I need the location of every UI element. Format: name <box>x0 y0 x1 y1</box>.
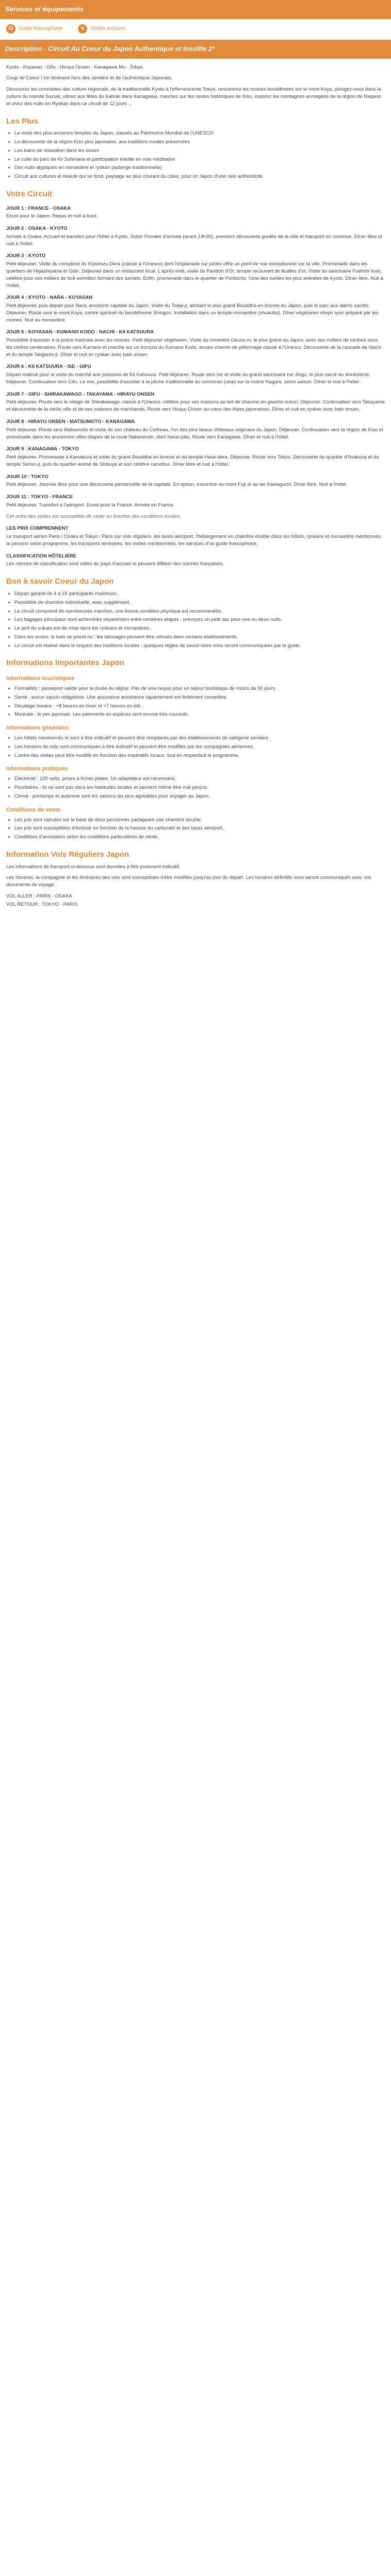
day-block <box>6 391 385 413</box>
day-title: JOUR 2 : OSAKA - KYOTO <box>6 226 68 232</box>
important-item: • Pourboires : ils ne sont pas dans les habitudes locales et peuvent même être mal perçus. <box>14 784 385 791</box>
plus-list <box>14 130 385 180</box>
important-item: • Les hôtels mentionnés le sont à titre indicatif et peuvent être remplacés par des établissements de catégorie similaire. <box>14 735 385 742</box>
important-item: • Santé : aucun vaccin obligatoire. Une assurance assistance rapatriement est fortement conseillée. <box>14 694 385 701</box>
circuit-note: Cet ordre des visites est susceptible de varier en fonction des conditions locales. <box>6 513 182 519</box>
plus-item: • Circuit aux cultures et beauté qui se fond, paysage au plus courant du cœur, pour un Japon d'une rare authenticité <box>14 173 385 180</box>
plus-title: Les Plus <box>6 116 38 126</box>
good-to-know-item: • Départ garanti de 4 à 18 participants maximum. <box>14 590 385 598</box>
day-block <box>6 205 385 221</box>
good-to-know-item: • Le port du yukata est de mise dans les ryokans et monastères. <box>14 625 385 632</box>
important-item: • Climat : printemps et automne sont les saisons les plus agréables pour voyager au Japon. <box>14 793 385 800</box>
day-block <box>6 329 385 358</box>
important-sub-title: Conditions de vente <box>6 806 61 813</box>
transport-text-2: Les horaires, la compagnie et les itinéraires des vols sont susceptibles d'être modifiés jusqu'au jour du départ. Les horaires définitifs vous seront communiqués avec vos documents de voyage. <box>6 875 372 888</box>
feature-guide <box>6 24 62 33</box>
important-sub-title: Informations pratiques <box>6 766 68 772</box>
day-block <box>6 494 385 509</box>
important-list <box>14 685 385 718</box>
day-text: Petit déjeuner. Route vers le village de Shirakawago, classé à l'Unesco, célèbre pour ses maisons au toit de chaume en gassho-zukuri. Déjeuner. Continuation vers Takayama et découverte de la vieille ville et de ses maisons de marchands. Route vers Hirayu Onsen au cœur des Alpes japonaises. Dîner et nuit en ryokan avec bain onsen. <box>6 399 385 413</box>
day-block <box>6 252 385 289</box>
day-text: Petit déjeuner. Transfert à l'aéroport. Envol pour la France. Arrivée en France. <box>6 502 175 508</box>
day-block <box>6 418 385 440</box>
good-to-know-item: • Le circuit est réalisé dans le respect des traditions locales : quelques règles de savoir-vivre vous seront communiquées par le guide. <box>14 642 385 650</box>
good-to-know-item: • Les bagages principaux sont acheminés séparément entre certaines étapes : prévoyez un petit sac pour une ou deux nuits. <box>14 616 385 623</box>
plus-item: • La découverte de la région Kiso plus japonaise, aux traditions rurales préservées <box>14 139 385 146</box>
description-banner: Description - Circuit Au Coeur du Japon Authentique et Insolite 2* <box>0 40 391 59</box>
important-sub-title: Informations touristiques <box>6 675 75 682</box>
day-title: JOUR 7 : GIFU - SHIRAKAWAGO - TAKAYAMA - HIRAYU ONSEN <box>6 391 155 397</box>
transport-section <box>0 849 391 920</box>
feature-guide-label: Guide francophone <box>19 25 63 31</box>
important-list <box>14 735 385 759</box>
day-title: JOUR 6 : KII KATSUURA - ISE - GIFU <box>6 364 91 370</box>
important-item: • Décalage horaire : +8 heures en hiver et +7 heures en été. <box>14 703 385 710</box>
visits-icon: V <box>78 24 87 33</box>
important-item: • Monnaie : le yen japonais. Les paiements en espèces sont encore très courants. <box>14 711 385 718</box>
transport-title: Information Vols Réguliers Japon <box>6 850 129 859</box>
important-sub-title: Informations générales <box>6 725 69 732</box>
day-title: JOUR 3 : KYOTO <box>6 253 46 259</box>
important-item: • Formalités : passeport valide pour la durée du séjour. Pas de visa requis pour un séjour touristique de moins de 90 jours. <box>14 685 385 692</box>
important-list <box>14 817 385 841</box>
good-to-know-item: • Possibilité de chambre individuelle, avec supplément. <box>14 599 385 606</box>
services-banner: Services et équipements <box>0 0 391 19</box>
good-to-know-title: Bon à savoir Coeur du Japon <box>6 577 114 586</box>
day-text: Petit déjeuner. Route vers Matsumoto et visite de son château du Corbeau, l'un des plus beaux châteaux originaux du Japon. Déjeuner. Continuation vers la région de Kiso et promenade dans les anciennes villes-étapes de la route Nakasendo, dont Narai-juku. Route vers Kanagawa. Dîner et nuit à l'hôtel. <box>6 427 383 440</box>
prices-include-title: LES PRIX COMPRENNENT <box>6 526 69 532</box>
day-title: JOUR 10 : TOKYO <box>6 473 48 480</box>
plus-item: • Le culte du parc de Kii Sohmana et participation inédite en voie méditative <box>14 156 385 163</box>
day-text: Petit déjeuner. Visite du complexe du Kiyomizu-Dera (classé à l'Unesco) dont l'esplanade sur pilotis offre un point de vue exceptionnel sur la ville. Promenade dans les quartiers de Higashiyama et Gion. Déjeuner dans un restaurant local. L'après-midi, visite du Pavillon d'Or, temple recouvert de feuilles d'or. Visite du sanctuaire Fushimi Inari, célèbre pour ses milliers de torii vermillon formant des tunnels. Enfin, promenade dans le quartier de Pontocho, l'une des ruelles les plus animées de Kyoto. Dîner libre. Nuit à l'hôtel. <box>6 261 384 289</box>
plus-section <box>0 116 391 180</box>
plus-item: • Des nuits atypiques en monastère et ryokan (auberge traditionnelle) <box>14 164 385 172</box>
feature-visits-label: Visites incluses <box>90 25 126 31</box>
intro-line-1: Kyoto - Koyasan - Gifu - Hiroya Onsen - Kanagawa Mu - Tokyo <box>6 64 143 70</box>
day-title: JOUR 9 : KANAGAWA - TOKYO <box>6 446 79 452</box>
important-item: • Les horaires de vols sont communiqués à titre indicatif et peuvent être modifiés par les compagnies aériennes. <box>14 743 385 751</box>
important-item: • Les prix sont susceptibles d'évoluer en fonction de la hausse du carburant et des taxes aéroport. <box>14 825 385 832</box>
important-list <box>14 775 385 800</box>
day-title: JOUR 11 : TOKYO - FRANCE <box>6 494 73 500</box>
plus-item: • Les bains de relaxation dans les onsen <box>14 147 385 155</box>
important-item: • Conditions d'annulation selon les conditions particulières de vente. <box>14 834 385 841</box>
good-to-know-section <box>0 576 391 649</box>
intro-paragraph: Découvrez les contrastes des culture régionale, de la traditionnelle Kyoto à l'effervescente Tokyo, rencontrez les moines bouddhistes sur le mont Koya, plongez-vous dans la culture du monde Suzuki, vibrez aux fêtes du Kabuki dans Kanagawa, marchez sur les routes historiques de Kiso, inspirez les montagnes enneigées de la région de Nagano et vivez des nuits en Ryokan dans ce circuit de 12 jours ... <box>6 87 381 107</box>
intro-section <box>0 64 391 108</box>
day-title: JOUR 8 : HIRAYU ONSEN - MATSUMOTO - KANAGAWA <box>6 418 135 425</box>
day-block <box>6 225 385 247</box>
day-text: Petit déjeuner. Journée libre pour une découverte personnelle de la capitale. En option, excursion au mont Fuji et au lac Kawaguchi. Dîner libre. Nuit à l'hôtel. <box>6 482 348 488</box>
day-text: Possibilité d'assister à la prière matinale avec les moines. Petit déjeuner végétarien. Visite du cimetière Okuno-in, le plus grand du Japon, avec ses milliers de tombes sous les cèdres centenaires. Route vers Kumano et marche sur un tronçon du Kumano Kodo, ancien chemin de pèlerinage classé à l'Unesco. Découverte de la cascade de Nachi et du temple Seiganto-ji. Dîner et nuit en ryokan avec bain onsen. <box>6 337 381 358</box>
day-text: Envol pour le Japon. Repas et nuit à bord. <box>6 213 98 219</box>
important-item: • Électricité : 100 volts, prises à fiches plates. Un adaptateur est nécessaire. <box>14 775 385 783</box>
classification-text: Les normes de classification sont celles du pays d'accueil et peuvent différer des normes françaises. <box>6 561 224 567</box>
day-block <box>6 473 385 489</box>
day-block <box>6 446 385 468</box>
plus-item: • Le visite des plus ancienns temples du Japon, classés au Patrimoine Mondial de l'UNESCO <box>14 130 385 137</box>
circuit-title: Votre Circuit <box>6 189 52 198</box>
day-text: Petit déjeuner. Promenade à Kamakura et visite du grand Bouddha en bronze et du temple Hase-dera. Déjeuner. Route vers Tokyo. Découverte du quartier d'Asakusa et du temple Senso-ji, puis du quartier animé de Shibuya et son célèbre carrefour. Dîner libre et nuit à l'hôtel. <box>6 454 379 467</box>
features-row <box>0 19 391 40</box>
circuit-section <box>0 189 391 568</box>
good-to-know-list <box>14 590 385 649</box>
flight-line: VOL RETOUR : TOKYO - PARIS <box>6 901 78 907</box>
good-to-know-item: • Le circuit comprend de nombreuses marches, une bonne condition physique est recommandée. <box>14 608 385 615</box>
day-text: Petit déjeuner, puis départ pour Nara, ancienne capitale du Japon. Visite du Todai-ji, abritant le plus grand Bouddha en bronze du Japon, puis le parc aux daims sacrés. Déjeuner. Route vers le mont Koya, centre spirituel du bouddhisme Shingon. Installation dans un temple-monastère (shukubo). Dîner végétarien shojin ryori préparé par les moines. Nuit au monastère. <box>6 303 379 323</box>
feature-visits <box>78 24 125 33</box>
guide-icon: G <box>6 24 15 33</box>
prices-include-text: Le transport aérien Paris / Osaka et Tokyo / Paris sur vols réguliers, les taxes aéroport, l'hébergement en chambre double dans les hôtels, ryokans et monastère mentionnés, la pension selon programme, les transports terrestres, les visites mentionnées, les services d'un guide francophone. <box>6 534 382 547</box>
day-text: Arrivée à Osaka. Accueil et transfert pour l'hôtel à Kyoto. Selon l'horaire d'arrivée (avant 14h30), premiers découverte guidée de la ville et transport en commun. Dîner libre et nuit à l'hôtel. <box>6 233 382 247</box>
classification-title: CLASSIFICATION HÔTELIÈRE <box>6 553 76 559</box>
day-text: Départ matinal pour la visite du marché aux poissons de Kii Katsuura. Petit déjeuner. Route vers Ise et visite du grand sanctuaire Ise Jingu, le plus sacré du shintoïsme. Déjeuner. Continuation vers Gifu. Le soir, possibilité d'assister à la pêche traditionnelle au cormoran (ukai) sur la rivière Nagara, selon saison. Dîner et nuit à l'hôtel. <box>6 372 370 385</box>
good-to-know-item: • Dans les onsen, le bain se prend nu ; les tatouages peuvent être refusés dans certains établissements. <box>14 634 385 641</box>
flight-line: VOL ALLER : PARIS - OSAKA <box>6 893 72 899</box>
intro-line-2: Coup de Coeur ! Un itinéraire hors des sentiers et de l'authentique Japonais. <box>6 75 172 81</box>
day-title: JOUR 1 : FRANCE - OSAKA <box>6 205 71 211</box>
important-item: • Les prix sont calculés sur la base de deux personnes partageant une chambre double. <box>14 817 385 824</box>
day-title: JOUR 5 : KOYASAN - KUMANO KODO - NACHI - KII KATSUURA <box>6 329 154 335</box>
day-title: JOUR 4 : KYOTO - NARA - KOYASAN <box>6 295 92 301</box>
transport-text-1: Les informations de transport ci-dessous sont données à titre purement indicatif. <box>6 863 181 870</box>
day-block <box>6 363 385 385</box>
important-title: Informations Importantes Japon <box>6 658 125 668</box>
flights-block <box>6 893 385 908</box>
important-section <box>0 657 391 840</box>
day-block <box>6 294 385 324</box>
important-item: • L'ordre des visites peut être modifié en fonction des impératifs locaux, tout en respectant le programme. <box>14 752 385 759</box>
